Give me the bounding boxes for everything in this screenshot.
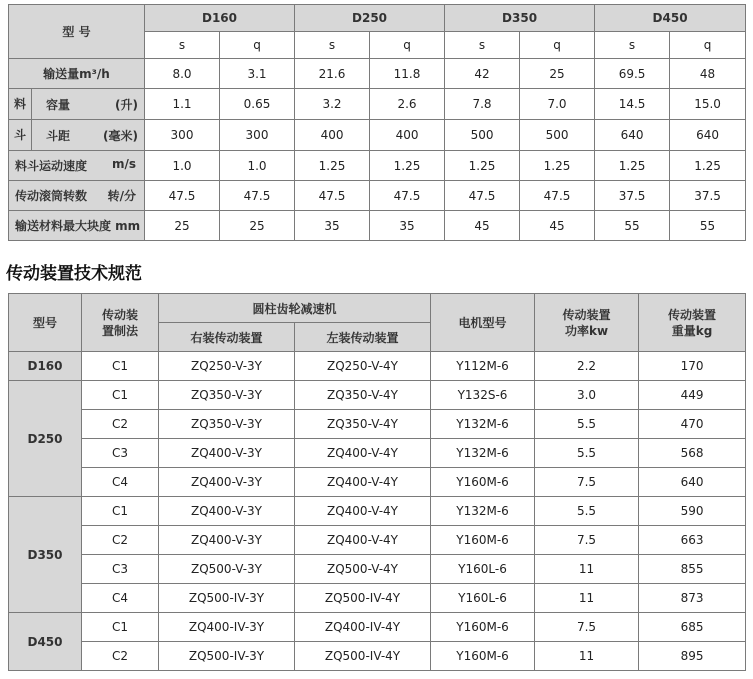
method-code: C2 (111, 649, 128, 663)
weight-cell: 855 (639, 555, 746, 584)
table-row (9, 468, 746, 497)
model-d160-header: D160 (145, 5, 295, 32)
cell: 25 (220, 211, 295, 241)
subtype-header: s (295, 32, 370, 59)
motor-cell: Y160L-6 (431, 555, 535, 584)
cell: 25 (145, 211, 220, 241)
method-code: C1 (111, 504, 128, 518)
subtype-header: s (445, 32, 520, 59)
cell: 1.25 (670, 151, 746, 181)
right-mount-cell: ZQ350-V-3Y (159, 381, 295, 410)
cell: 1.25 (595, 151, 670, 181)
weight-cell: 449 (639, 381, 746, 410)
method-cell (82, 439, 159, 468)
cell: 2.6 (370, 89, 445, 120)
right-mount-cell: ZQ400-V-3Y (159, 526, 295, 555)
left-mount-cell: ZQ400-V-4Y (295, 497, 431, 526)
cell: 1.25 (370, 151, 445, 181)
header-left-mount: 左装传动装置 (295, 323, 431, 352)
cell: 47.5 (370, 181, 445, 211)
method-code: C2 (111, 417, 128, 431)
left-mount-cell: ZQ400-IV-4Y (295, 613, 431, 642)
header-weight: 传动装置重量kg (639, 294, 746, 352)
row-label-max-lump: 输送材料最大块度 mm (9, 211, 145, 241)
model-d250-header: D250 (295, 5, 445, 32)
cell: 11.8 (370, 59, 445, 89)
model-d350-header: D350 (445, 5, 595, 32)
weight-cell: 568 (639, 439, 746, 468)
method-cell (82, 352, 159, 381)
cell: 47.5 (145, 181, 220, 211)
cell: 0.65 (220, 89, 295, 120)
power-cell: 7.5 (535, 613, 639, 642)
motor-cell: Y160M-6 (431, 613, 535, 642)
power-cell: 11 (535, 555, 639, 584)
header-method: 传动装置制法 (82, 294, 159, 352)
right-mount-cell: ZQ400-IV-3Y (159, 613, 295, 642)
power-cell: 2.2 (535, 352, 639, 381)
method-code: C4 (111, 475, 128, 489)
left-mount-cell: ZQ400-V-4Y (295, 468, 431, 497)
left-mount-cell: ZQ400-V-4Y (295, 526, 431, 555)
header-motor: 电机型号 (431, 294, 535, 352)
left-mount-cell: ZQ500-IV-4Y (295, 584, 431, 613)
row-label-speed: 料斗运动速度 m/s (9, 151, 145, 181)
cell: 1.25 (295, 151, 370, 181)
section-title: 传动装置技术规范 (6, 264, 142, 284)
table-row (9, 526, 746, 555)
method-code: C3 (111, 562, 128, 576)
cell: 42 (445, 59, 520, 89)
motor-cell: Y112M-6 (431, 352, 535, 381)
cell: 21.6 (295, 59, 370, 89)
method-code: C3 (111, 446, 128, 460)
method-cell (82, 555, 159, 584)
cell: 15.0 (670, 89, 746, 120)
power-cell: 7.5 (535, 526, 639, 555)
header-right-mount: 右装传动装置 (159, 323, 295, 352)
weight-cell: 663 (639, 526, 746, 555)
cell: 14.5 (595, 89, 670, 120)
method-cell (82, 613, 159, 642)
row-label-capacity: 料 容量 (升) (9, 89, 145, 120)
table-row (9, 613, 746, 642)
model-cell: D450 (9, 613, 82, 671)
cell: 35 (370, 211, 445, 241)
left-mount-cell: ZQ350-V-4Y (295, 410, 431, 439)
method-cell (82, 410, 159, 439)
method-code: C1 (111, 620, 128, 634)
table-row (9, 410, 746, 439)
motor-cell: Y132M-6 (431, 410, 535, 439)
cell: 48 (670, 59, 746, 89)
cell: 47.5 (445, 181, 520, 211)
cell: 1.0 (145, 151, 220, 181)
model-cell: D350 (9, 497, 82, 613)
cell: 3.1 (220, 59, 295, 89)
table-row (9, 381, 746, 410)
header-model: 型号 (9, 294, 82, 352)
right-mount-cell: ZQ400-V-3Y (159, 439, 295, 468)
right-mount-cell: ZQ350-V-3Y (159, 410, 295, 439)
model-cell: D250 (9, 381, 82, 497)
row-label-pitch: 斗 斗距 (毫米) (9, 120, 145, 151)
cell: 640 (595, 120, 670, 151)
motor-cell: Y160M-6 (431, 526, 535, 555)
model-cell: D160 (9, 352, 82, 381)
cell: 7.8 (445, 89, 520, 120)
cell: 55 (670, 211, 746, 241)
left-mount-cell: ZQ500-V-4Y (295, 555, 431, 584)
power-cell: 11 (535, 642, 639, 671)
header-power: 传动装置功率kw (535, 294, 639, 352)
cell: 37.5 (595, 181, 670, 211)
subtype-header: q (370, 32, 445, 59)
cell: 400 (370, 120, 445, 151)
cell: 3.2 (295, 89, 370, 120)
right-mount-cell: ZQ500-IV-3Y (159, 642, 295, 671)
weight-cell: 640 (639, 468, 746, 497)
method-code: C1 (111, 388, 128, 402)
table-row (9, 352, 746, 381)
header-reducer: 圆柱齿轮减速机 (159, 294, 431, 323)
drive-table (8, 293, 746, 671)
cell: 8.0 (145, 59, 220, 89)
subtype-header: q (670, 32, 746, 59)
cell: 47.5 (295, 181, 370, 211)
motor-cell: Y132S-6 (431, 381, 535, 410)
left-mount-cell: ZQ500-IV-4Y (295, 642, 431, 671)
table-row (9, 497, 746, 526)
weight-cell: 470 (639, 410, 746, 439)
model-d450-header: D450 (595, 5, 746, 32)
row-label-rpm: 传动滚筒转数 转/分 (9, 181, 145, 211)
motor-cell: Y132M-6 (431, 497, 535, 526)
cell: 47.5 (520, 181, 595, 211)
motor-cell: Y160M-6 (431, 468, 535, 497)
right-mount-cell: ZQ500-V-3Y (159, 555, 295, 584)
right-mount-cell: ZQ250-V-3Y (159, 352, 295, 381)
power-cell: 3.0 (535, 381, 639, 410)
bucket-group-label-1: 料 (9, 89, 32, 119)
weight-cell: 895 (639, 642, 746, 671)
right-mount-cell: ZQ400-V-3Y (159, 468, 295, 497)
cell: 7.0 (520, 89, 595, 120)
bucket-group-label-2: 斗 (9, 120, 32, 150)
method-code: C4 (111, 591, 128, 605)
weight-cell: 685 (639, 613, 746, 642)
subtype-header: q (520, 32, 595, 59)
method-code: C1 (111, 359, 128, 373)
power-cell: 5.5 (535, 497, 639, 526)
subtype-header: q (220, 32, 295, 59)
weight-cell: 873 (639, 584, 746, 613)
subtype-header: s (145, 32, 220, 59)
power-cell: 11 (535, 584, 639, 613)
table-row (9, 555, 746, 584)
cell: 1.25 (445, 151, 520, 181)
cell: 640 (670, 120, 746, 151)
model-header: 型 号 (9, 5, 145, 59)
table-row (9, 584, 746, 613)
power-cell: 7.5 (535, 468, 639, 497)
table-row (9, 439, 746, 468)
left-mount-cell: ZQ250-V-4Y (295, 352, 431, 381)
cell: 400 (295, 120, 370, 151)
cell: 500 (445, 120, 520, 151)
left-mount-cell: ZQ400-V-4Y (295, 439, 431, 468)
left-mount-cell: ZQ350-V-4Y (295, 381, 431, 410)
weight-cell: 170 (639, 352, 746, 381)
method-cell (82, 381, 159, 410)
cell: 35 (295, 211, 370, 241)
method-cell (82, 642, 159, 671)
cell: 1.25 (520, 151, 595, 181)
motor-cell: Y160M-6 (431, 642, 535, 671)
cell: 69.5 (595, 59, 670, 89)
drive-table-body (9, 352, 746, 671)
cell: 25 (520, 59, 595, 89)
cell: 55 (595, 211, 670, 241)
right-mount-cell: ZQ500-IV-3Y (159, 584, 295, 613)
cell: 37.5 (670, 181, 746, 211)
cell: 300 (145, 120, 220, 151)
method-cell (82, 468, 159, 497)
cell: 45 (520, 211, 595, 241)
method-cell (82, 497, 159, 526)
motor-cell: Y160L-6 (431, 584, 535, 613)
power-cell: 5.5 (535, 410, 639, 439)
cell: 500 (520, 120, 595, 151)
table-row (9, 642, 746, 671)
cell: 47.5 (220, 181, 295, 211)
cell: 1.1 (145, 89, 220, 120)
method-cell (82, 584, 159, 613)
subtype-header: s (595, 32, 670, 59)
motor-cell: Y132M-6 (431, 439, 535, 468)
method-code: C2 (111, 533, 128, 547)
cell: 1.0 (220, 151, 295, 181)
right-mount-cell: ZQ400-V-3Y (159, 497, 295, 526)
cell: 45 (445, 211, 520, 241)
cell: 300 (220, 120, 295, 151)
spec-table (8, 4, 746, 241)
row-label-throughput: 输送量m³/h (9, 59, 145, 89)
power-cell: 5.5 (535, 439, 639, 468)
method-cell (82, 526, 159, 555)
weight-cell: 590 (639, 497, 746, 526)
